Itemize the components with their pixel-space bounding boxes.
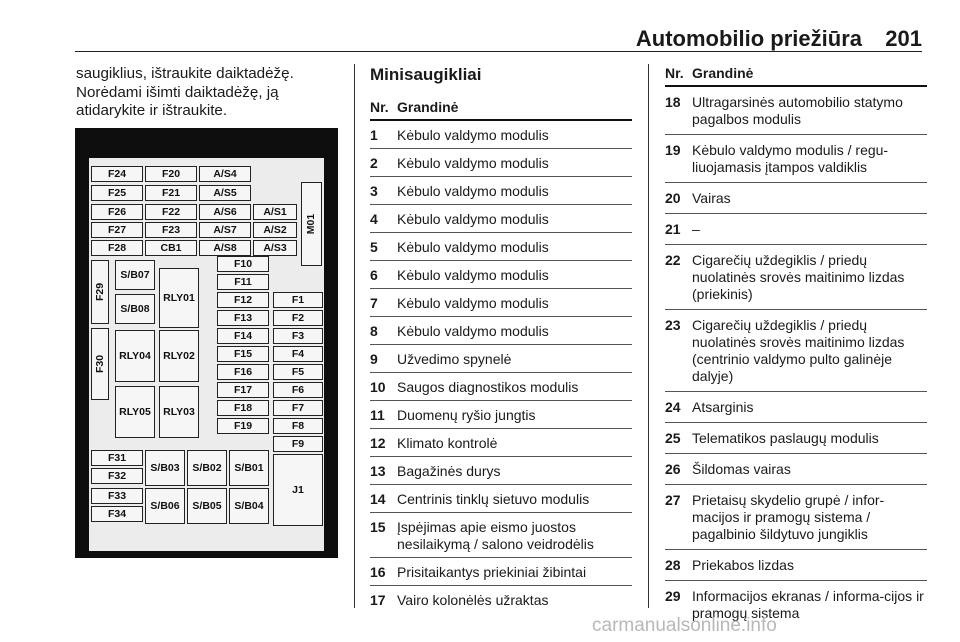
table-row (665, 454, 927, 485)
fuse-label: F25 (107, 187, 127, 199)
circuit-description: Kėbulo valdymo modulis (397, 267, 549, 283)
fuse-slot (217, 274, 269, 290)
fuse-number: 25 (665, 430, 681, 446)
fuse-slot (145, 166, 197, 182)
fuse-number: 1 (370, 127, 378, 143)
fuse-label: F29 (94, 282, 106, 302)
column-divider-right (648, 64, 649, 608)
circuit-description: Prietaisų skydelio grupė / infor-macijos ir pramogų sistema / pagalbinio šildytuvo jungiklis (692, 492, 885, 542)
fuse-slot (91, 488, 143, 504)
fuse-number: 14 (370, 491, 386, 507)
fuse-slot (253, 222, 297, 238)
fuse-label: F10 (233, 258, 253, 270)
circuit-description: Šildomas vairas (692, 461, 791, 477)
circuit-description: Kėbulo valdymo modulis / regu-liuojamasis įtampos valdiklis (692, 142, 889, 175)
table-row (370, 485, 632, 513)
table-row (370, 289, 632, 317)
fuse-slot (145, 204, 197, 220)
fuse-label: A/S1 (263, 206, 287, 218)
fuse-label: F3 (291, 330, 305, 342)
circuit-description: Telematikos paslaugų modulis (692, 430, 879, 446)
fuse-number: 22 (665, 252, 681, 268)
fuse-label: F13 (233, 312, 253, 324)
table-row (665, 87, 927, 135)
fuse-slot (115, 386, 155, 438)
fuse-slot (199, 222, 251, 238)
fuse-label: J1 (292, 484, 304, 496)
fuse-slot (217, 400, 269, 416)
fuse-number: 26 (665, 461, 681, 477)
fuse-slot (145, 488, 185, 524)
fuse-label: F4 (291, 348, 305, 360)
fuse-slot (217, 346, 269, 362)
fuse-label: F32 (107, 470, 127, 482)
fuse-number: 11 (370, 407, 385, 423)
circuit-description: Kėbulo valdymo modulis (397, 183, 549, 199)
fuse-label: F2 (291, 312, 305, 324)
fuse-slot (253, 240, 297, 256)
fuse-label: RLY04 (119, 350, 151, 362)
fuse-slot (145, 240, 197, 256)
fuse-label: A/S3 (263, 242, 287, 254)
circuit-description: Įspėjimas apie eismo juostos nesilaikymą / salono veidrodėlis (397, 519, 594, 552)
fuse-label: F23 (161, 224, 181, 236)
fuse-number: 19 (665, 142, 681, 158)
fuse-number: 7 (370, 295, 378, 311)
table-row (370, 149, 632, 177)
fuse-label: S/B02 (192, 462, 222, 474)
fuse-number: 17 (370, 592, 386, 608)
circuit-description: Kėbulo valdymo modulis (397, 239, 549, 255)
fuse-label: A/S8 (213, 242, 237, 254)
fuse-label: F24 (107, 168, 127, 180)
fusebox-diagram (75, 128, 338, 558)
fuse-label: F34 (107, 508, 127, 520)
fuse-label: F20 (161, 168, 181, 180)
fuse-label: CB1 (160, 242, 182, 254)
fuse-slot (301, 182, 322, 266)
fuse-label: F1 (291, 294, 305, 306)
fuse-slot (159, 330, 199, 382)
circuit-description: – (692, 221, 700, 237)
fuse-label: S/B03 (150, 462, 180, 474)
circuit-description: Saugos diagnostikos modulis (397, 379, 579, 395)
minifuse-column-right (665, 65, 927, 628)
table-row (665, 423, 927, 454)
fuse-slot (273, 436, 323, 452)
fuse-label: S/B07 (120, 269, 150, 281)
fuse-label: F14 (233, 330, 253, 342)
fuse-slot (145, 450, 185, 486)
circuit-description: Atsarginis (692, 399, 754, 415)
fuse-slot (91, 468, 143, 484)
fuse-label: F5 (291, 366, 305, 378)
fuse-slot (91, 240, 143, 256)
fuse-label: F27 (107, 224, 127, 236)
fuse-slot (273, 328, 323, 344)
fuse-number: 15 (370, 519, 386, 535)
page-number: 201 (885, 26, 922, 51)
fuse-number: 23 (665, 317, 681, 333)
fuse-label: F16 (233, 366, 253, 378)
fuse-number: 20 (665, 190, 681, 206)
fuse-label: M01 (305, 213, 318, 235)
fuse-label: F33 (107, 490, 127, 502)
fuse-number: 27 (665, 492, 681, 508)
circuit-description: Užvedimo spynelė (397, 351, 512, 367)
fuse-label: S/B05 (192, 500, 222, 512)
fuse-label: A/S7 (213, 224, 237, 236)
fuse-slot (217, 382, 269, 398)
fuse-label: S/B01 (234, 462, 264, 474)
fuse-label: RLY05 (119, 406, 151, 418)
fuse-number: 21 (665, 221, 681, 237)
circuit-description: Priekabos lizdas (692, 557, 794, 573)
fuse-slot (159, 386, 199, 438)
fuse-slot (145, 185, 197, 201)
fuse-slot (91, 260, 109, 324)
fuse-number: 10 (370, 379, 386, 395)
circuit-description: Cigarečių uždegiklis / priedų nuolatinės srovės maitinimo lizdas (priekinis) (692, 252, 905, 302)
table-row (370, 345, 632, 373)
col-circuit-header: Grandinė (397, 99, 459, 115)
fuse-number: 13 (370, 463, 386, 479)
circuit-description: Kėbulo valdymo modulis (397, 323, 549, 339)
fuse-number: 29 (665, 588, 681, 604)
header-rule (75, 51, 922, 52)
table-row (370, 373, 632, 401)
fuse-label: F30 (94, 354, 106, 374)
fuse-slot (273, 364, 323, 380)
table-row (665, 485, 927, 550)
table-row (665, 550, 927, 581)
fuse-slot (229, 450, 269, 486)
fuse-label: A/S6 (213, 206, 237, 218)
fuse-slot (253, 204, 297, 220)
table-row (370, 205, 632, 233)
circuit-description: Klimato kontrolė (397, 435, 498, 451)
fuse-slot (273, 346, 323, 362)
fuse-slot (199, 240, 251, 256)
fuse-slot (217, 292, 269, 308)
table-row (665, 183, 927, 214)
fuse-number: 4 (370, 211, 378, 227)
watermark: carmanualsonline.info (592, 615, 777, 636)
fuse-slot (91, 185, 143, 201)
circuit-description: Kėbulo valdymo modulis (397, 155, 549, 171)
table-row (370, 177, 632, 205)
column-divider-left (354, 64, 355, 608)
fuse-slot (199, 204, 251, 220)
fuse-number: 18 (665, 94, 681, 110)
circuit-description: Duomenų ryšio jungtis (397, 407, 536, 423)
circuit-description: Kėbulo valdymo modulis (397, 211, 549, 227)
fuse-slot (91, 506, 143, 522)
fuse-slot (91, 222, 143, 238)
fuse-label: S/B08 (120, 303, 150, 315)
fuse-number: 2 (370, 155, 378, 171)
fuse-slot (91, 450, 143, 466)
fuse-slot (145, 222, 197, 238)
table-row (665, 245, 927, 310)
fuse-slot (115, 330, 155, 382)
fuse-slot (187, 450, 227, 486)
fuse-slot (273, 310, 323, 326)
fuse-slot (217, 364, 269, 380)
table-row (665, 214, 927, 245)
fuse-number: 28 (665, 557, 681, 573)
table-header (370, 99, 632, 121)
fuse-slot (273, 418, 323, 434)
circuit-description: Vairo kolonėlės užraktas (397, 592, 549, 608)
fuse-label: RLY03 (163, 406, 195, 418)
fuse-label: RLY01 (163, 292, 195, 304)
circuit-description: Vairas (692, 190, 731, 206)
fuse-label: S/B04 (234, 500, 264, 512)
fuse-slot (115, 294, 155, 324)
fuse-label: F7 (291, 402, 305, 414)
fuse-label: F15 (233, 348, 253, 360)
table-row (370, 457, 632, 485)
table-row (665, 135, 927, 183)
fuse-slot (115, 260, 155, 290)
fuse-label: F26 (107, 206, 127, 218)
minifuse-column-left (370, 65, 632, 613)
fuse-label: F8 (291, 420, 305, 432)
fuse-number: 3 (370, 183, 378, 199)
fuse-label: S/B06 (150, 500, 180, 512)
fuse-number: 6 (370, 267, 378, 283)
fuse-label: F18 (233, 402, 253, 414)
fuse-label: F31 (107, 452, 127, 464)
table-row (370, 121, 632, 149)
page-header-title: Automobilio priežiūra (635, 26, 862, 51)
fuse-label: F28 (107, 242, 127, 254)
table-row (370, 513, 632, 558)
col-circuit-header: Grandinė (692, 65, 754, 81)
circuit-description: Kėbulo valdymo modulis (397, 295, 549, 311)
col-nr-header: Nr. (665, 65, 684, 81)
fuse-slot (217, 328, 269, 344)
table-row (370, 558, 632, 586)
fuse-slot (217, 418, 269, 434)
table-header-right (665, 65, 927, 87)
fuse-label: A/S2 (263, 224, 287, 236)
fuse-slot (91, 328, 109, 400)
table-row (665, 392, 927, 423)
fuse-slot (217, 256, 269, 272)
fuse-label: A/S5 (213, 187, 237, 199)
table-row (665, 310, 927, 392)
fuse-number: 8 (370, 323, 378, 339)
table-row (370, 586, 632, 613)
fuse-slot (91, 166, 143, 182)
fusebox-panel (89, 158, 324, 551)
table-row (370, 401, 632, 429)
table-row (370, 317, 632, 345)
fuse-slot (199, 166, 251, 182)
intro-paragraph: saugiklius, ištraukite daiktadėžę. Norėdami išimti daiktadėžę, ją atidarykite ir ištraukite. (76, 65, 294, 119)
circuit-description: Ultragarsinės automobilio statymo pagalbos modulis (692, 94, 903, 127)
circuit-description: Kėbulo valdymo modulis (397, 127, 549, 143)
fuse-label: F19 (233, 420, 253, 432)
fuse-label: F17 (233, 384, 253, 396)
fuse-number: 12 (370, 435, 386, 451)
section-title: Minisaugikliai (370, 65, 482, 84)
fuse-number: 16 (370, 564, 386, 580)
fuse-slot (199, 185, 251, 201)
fuse-slot (273, 382, 323, 398)
fuse-label: F22 (161, 206, 181, 218)
fuse-number: 24 (665, 399, 681, 415)
fuse-slot (229, 488, 269, 524)
fuse-slot (273, 454, 323, 526)
circuit-description: Centrinis tinklų sietuvo modulis (397, 491, 590, 507)
fuse-slot (217, 310, 269, 326)
circuit-description: Informacijos ekranas / informa-cijos ir pramogų sistema (692, 588, 924, 621)
fuse-label: RLY02 (163, 350, 195, 362)
col-nr-header: Nr. (370, 99, 389, 115)
table-row (370, 429, 632, 457)
fuse-slot (187, 488, 227, 524)
circuit-description: Cigarečių uždegiklis / priedų nuolatinės srovės maitinimo lizdas (centrinio valdymo pulto galinėje dalyje) (692, 317, 905, 384)
fuse-label: F12 (233, 294, 253, 306)
fuse-slot (273, 292, 323, 308)
circuit-description: Prisitaikantys priekiniai žibintai (397, 564, 587, 580)
table-row (370, 233, 632, 261)
fuse-label: A/S4 (213, 168, 237, 180)
fuse-label: F21 (161, 187, 181, 199)
fuse-label: F6 (291, 384, 305, 396)
fuse-label: F9 (291, 438, 305, 450)
fuse-slot (159, 268, 199, 328)
fuse-number: 9 (370, 351, 378, 367)
fuse-slot (273, 400, 323, 416)
fuse-slot (91, 204, 143, 220)
table-row (370, 261, 632, 289)
fuse-label: F11 (234, 276, 252, 288)
fuse-number: 5 (370, 239, 378, 255)
circuit-description: Bagažinės durys (397, 463, 501, 479)
